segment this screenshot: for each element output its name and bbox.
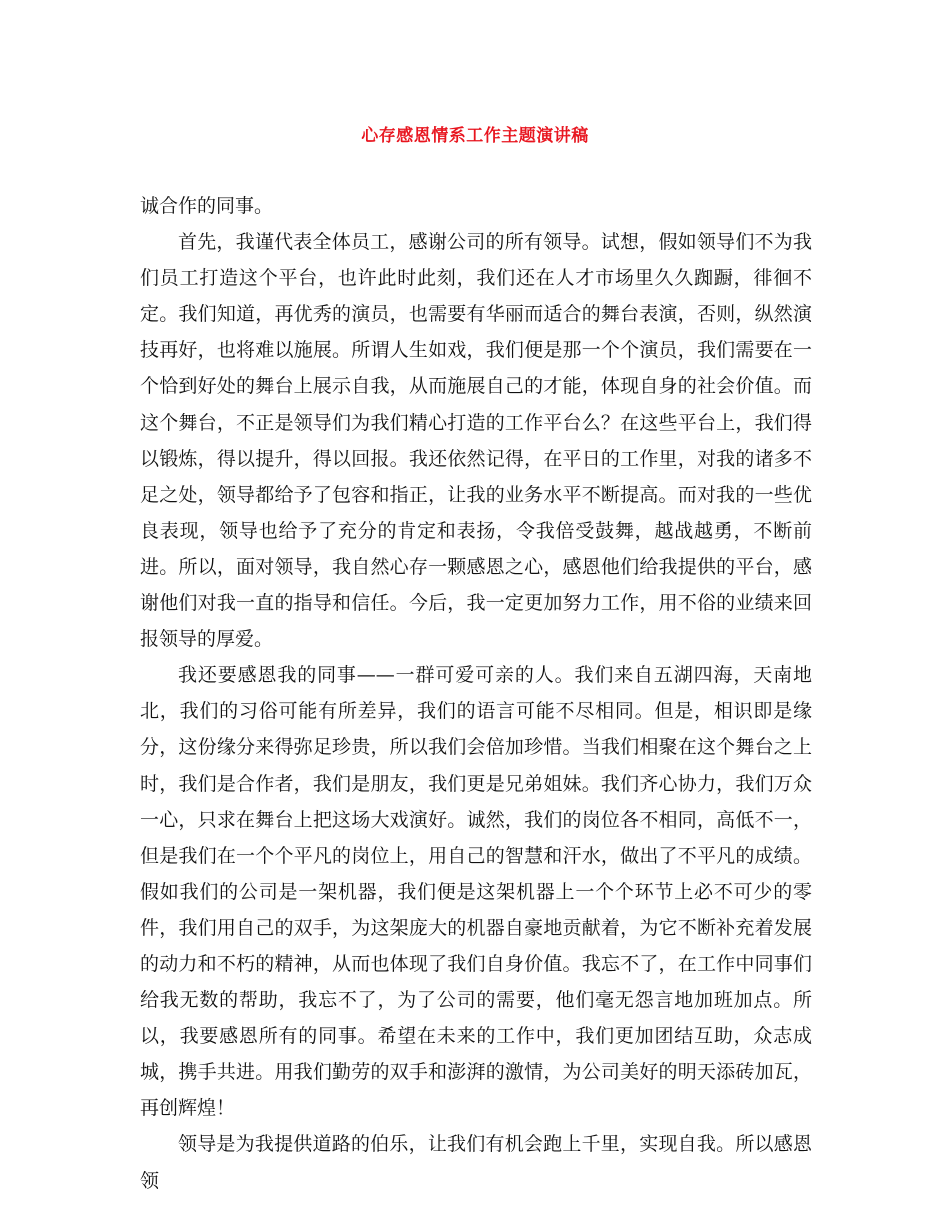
paragraph-leaders-bole: 领导是为我提供道路的伯乐，让我们有机会跑上千里，实现自我。所以感恩领 <box>140 1133 812 1192</box>
document-title: 心存感恩情系工作主题演讲稿 <box>361 126 589 146</box>
document-body <box>140 188 812 1199</box>
paragraph-continuation: 诚合作的同事。 <box>140 195 274 217</box>
paragraph-thank-colleagues: 我还要感恩我的同事——一群可爱可亲的人。我们来自五湖四海，天南地北，我们的习俗可能有所差异，我们的语言可能不尽相同。但是，相识即是缘分，这份缘分来得弥足珍贵，所以我们会倍加珍惜。当我们相聚在这个舞台之上时，我们是合作者，我们是朋友，我们更是兄弟姐妹。我们齐心协力，我们万众一心，只求在舞台上把这场大戏演好。诚然，我们的岗位各不相同，高低不一，但是我们在一个个平凡的岗位上，用自己的智慧和汗水，做出了不平凡的成绩。假如我们的公司是一架机器，我们便是这架机器上一个个环节上必不可少的零件，我们用自己的双手，为这架庞大的机器自豪地贡献着，为它不断补充着发展的动力和不朽的精神，从而也体现了我们自身价值。我忘不了，在工作中同事们给我无数的帮助，我忘不了，为了公司的需要，他们毫无怨言地加班加点。所以，我要感恩所有的同事。希望在未来的工作中，我们更加团结互助，众志成城，携手共进。用我们勤劳的双手和澎湃的激情，为公司美好的明天添砖加瓦，再创辉煌！ <box>140 664 812 1120</box>
paragraph-thank-leaders: 首先，我谨代表全体员工，感谢公司的所有领导。试想，假如领导们不为我们员工打造这个平台，也许此时此刻，我们还在人才市场里久久踟蹰，徘徊不定。我们知道，再优秀的演员，也需要有华丽而适合的舞台表演，否则，纵然演技再好，也将难以施展。所谓人生如戏，我们便是那一个个演员，我们需要在一个恰到好处的舞台上展示自我，从而施展自己的才能，体现自身的社会价值。而这个舞台，不正是领导们为我们精心打造的工作平台么？在这些平台上，我们得以锻炼，得以提升，得以回报。我还依然记得，在平日的工作里，对我的诸多不足之处，领导都给予了包容和指正，让我的业务水平不断提高。而对我的一些优良表现，领导也给予了充分的肯定和表扬，令我倍受鼓舞，越战越勇，不断前进。所以，面对领导，我自然心存一颗感恩之心，感恩他们给我提供的平台，感谢他们对我一直的指导和信任。今后，我一定更加努力工作，用不俗的业绩来回报领导的厚爱。 <box>140 231 812 651</box>
